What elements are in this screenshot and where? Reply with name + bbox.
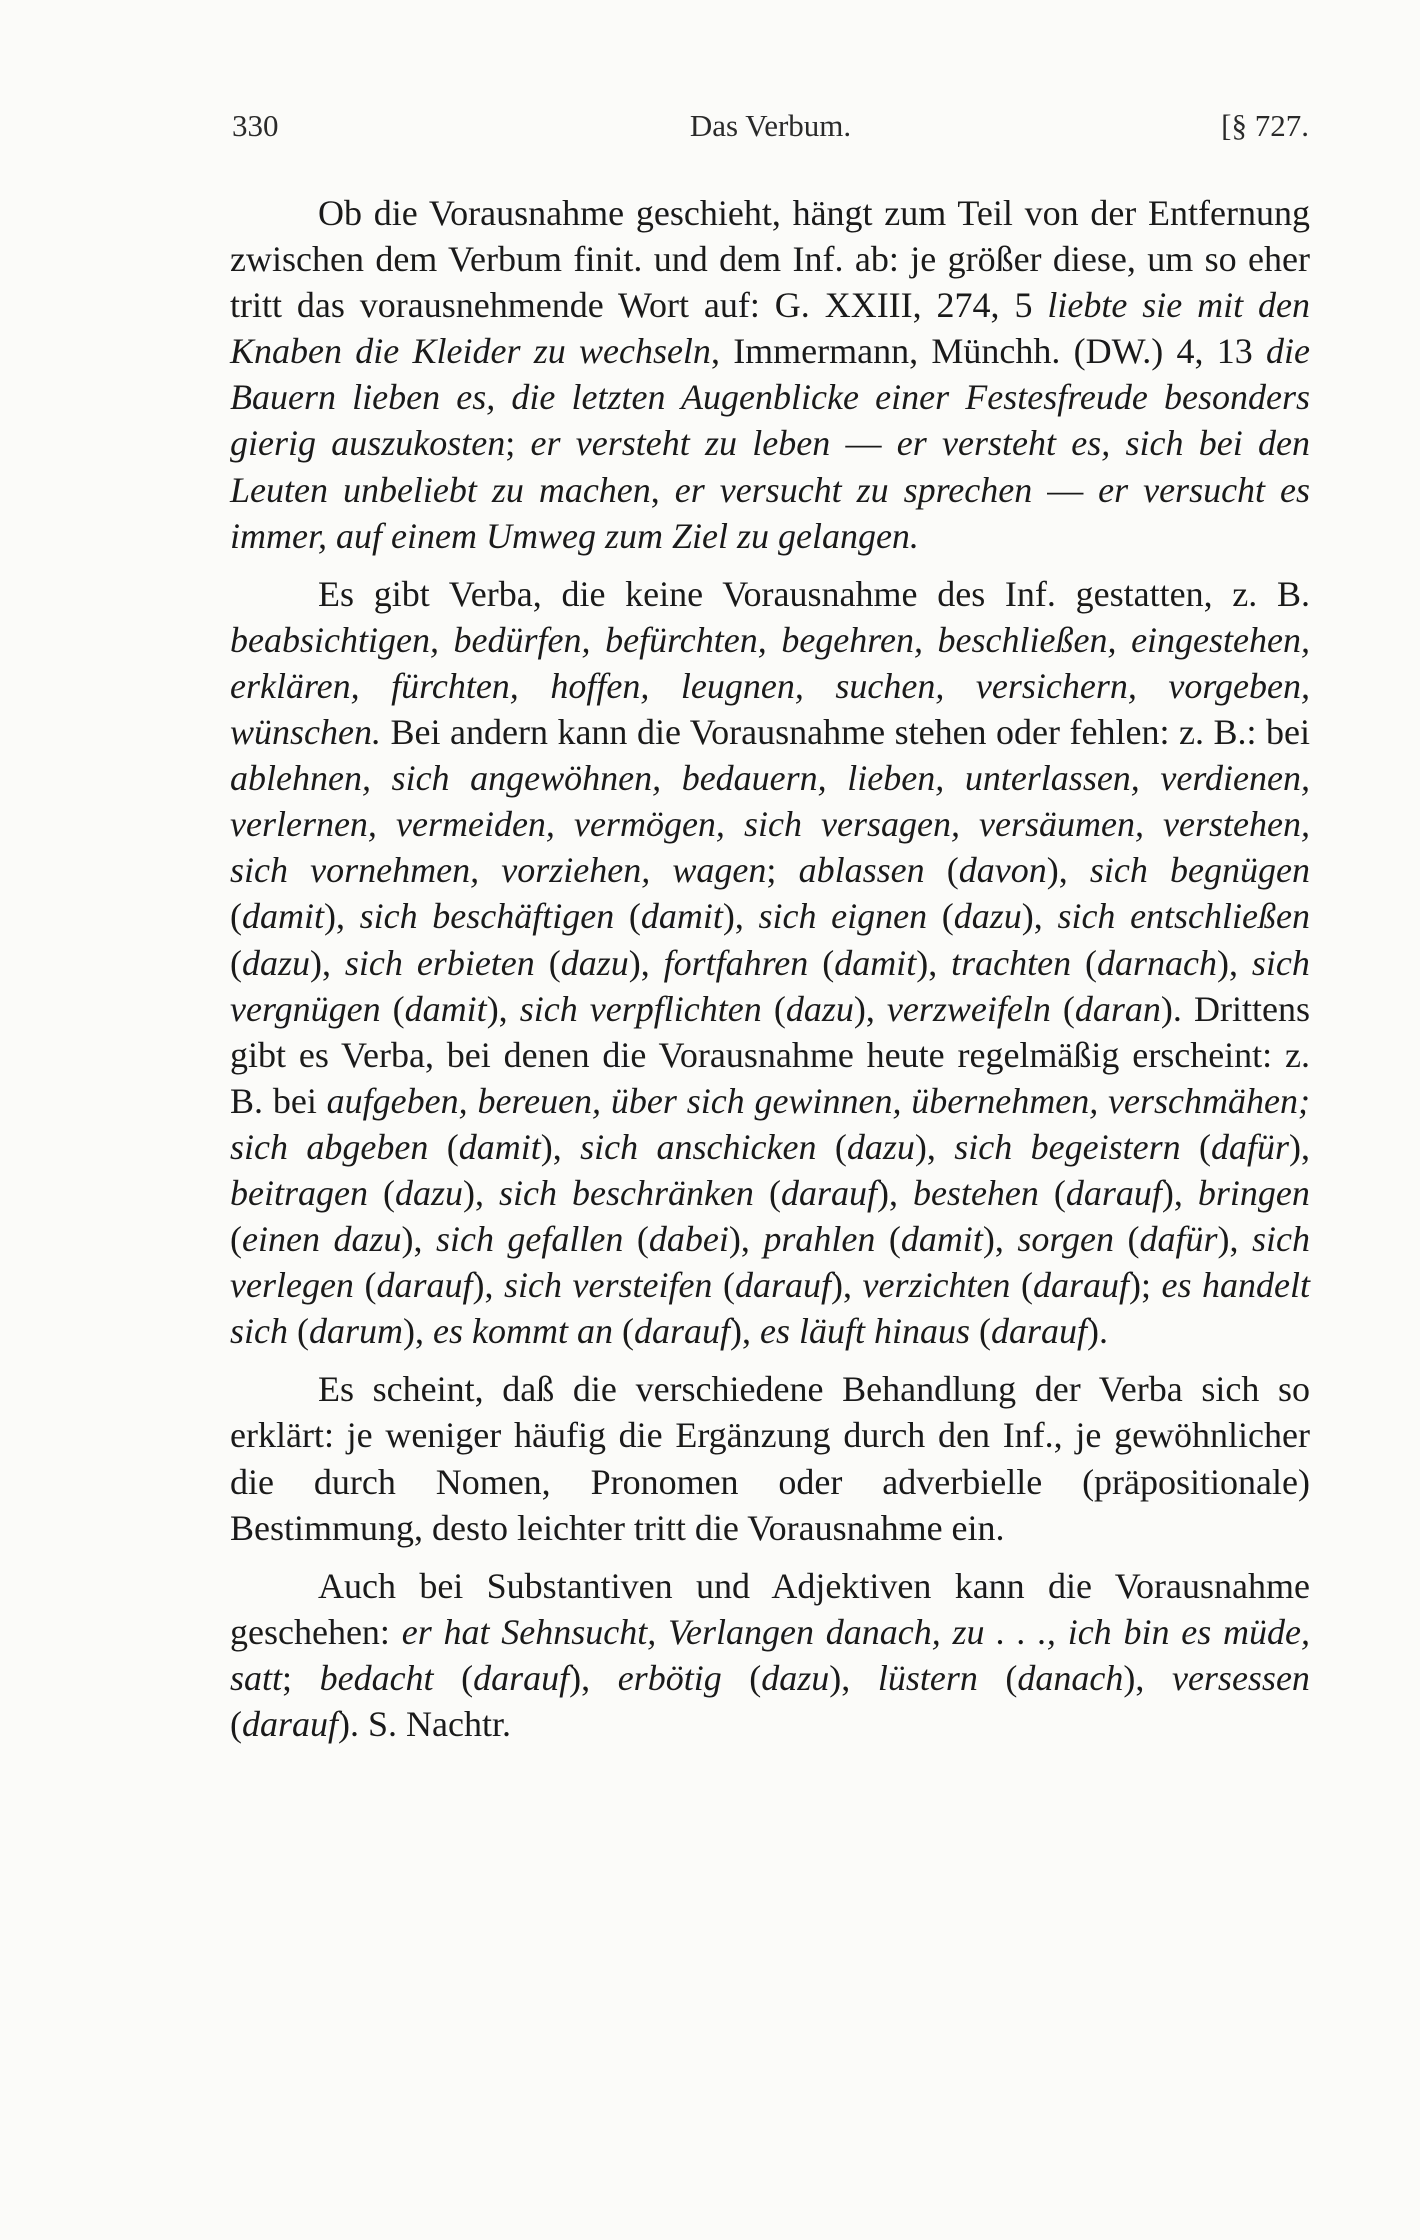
verb: ablassen bbox=[798, 850, 925, 891]
text-run: ), bbox=[1217, 942, 1252, 983]
text-run: Auch bei Substantiven und Adjektiven kann die Vorausnahme geschehen: bbox=[230, 1565, 1310, 1652]
text-run: ( bbox=[433, 1657, 474, 1698]
text-run: ( bbox=[1038, 1172, 1066, 1213]
text-run: ), bbox=[830, 1265, 863, 1306]
verb: verzichten bbox=[862, 1265, 1011, 1306]
adverb: damit bbox=[900, 1219, 983, 1260]
example-phrase: er hat Sehnsucht, Verlangen danach, zu . . ., ich bin es müde, satt bbox=[230, 1611, 1310, 1698]
text-run: ( bbox=[927, 896, 954, 937]
text-run: ( bbox=[816, 1126, 847, 1167]
text-run: — bbox=[830, 423, 897, 464]
verb: beitragen bbox=[230, 1172, 368, 1213]
adjective: erbötig bbox=[617, 1657, 722, 1698]
adjective: versessen bbox=[1171, 1657, 1310, 1698]
adverb: darauf bbox=[376, 1265, 473, 1306]
text-run: ), bbox=[1289, 1126, 1310, 1167]
text-run: ( bbox=[623, 1219, 649, 1260]
verb: sorgen bbox=[1017, 1219, 1115, 1260]
example-phrase: er versucht zu sprechen bbox=[674, 469, 1033, 510]
adverb: darauf bbox=[991, 1311, 1088, 1352]
adverb: dazu bbox=[846, 1126, 915, 1167]
adverb: damit bbox=[640, 896, 723, 937]
text-run: ), bbox=[876, 1172, 913, 1213]
text-run: ( bbox=[380, 988, 405, 1029]
text-run: Es gibt Verba, die keine Vorausnahme des Inf. gestatten, z. B. bbox=[318, 573, 1310, 614]
adverb: dazu bbox=[761, 1657, 830, 1698]
verb: verzweifeln bbox=[886, 988, 1051, 1029]
adverb: damit bbox=[458, 1126, 541, 1167]
verb-list: aufgeben, bereuen, über sich gewinnen, übernehmen, verschmähen; sich abgeben bbox=[230, 1080, 1310, 1167]
paragraph-2 bbox=[230, 571, 1310, 1355]
verb: sich begeistern bbox=[954, 1126, 1181, 1167]
verb: sich beschäftigen bbox=[359, 896, 615, 937]
verb-list: beabsichtigen, bedürfen, befürchten, begehren, beschließen, eingestehen, erklären, fürchten, hoffen, leugnen, suchen, versichern, vorgeben, wünschen. bbox=[230, 619, 1310, 753]
verb: sich verlegen bbox=[230, 1219, 1310, 1306]
text-run: ( bbox=[428, 1126, 459, 1167]
text-run: ), bbox=[1021, 896, 1058, 937]
verb: es läuft hinaus bbox=[760, 1311, 971, 1352]
text-run: ( bbox=[712, 1265, 735, 1306]
adverb: einen dazu bbox=[242, 1219, 402, 1260]
text-run: ; bbox=[505, 423, 531, 464]
adverb: dafür bbox=[1139, 1219, 1218, 1260]
paragraph-1 bbox=[230, 190, 1310, 559]
text-run: ( bbox=[1180, 1126, 1211, 1167]
example-phrase: liebte sie mit den Knaben die Kleider zu wechseln bbox=[230, 285, 1310, 372]
text-run: ( bbox=[924, 850, 959, 891]
text-run: ), bbox=[1161, 1172, 1198, 1213]
text-run: ), bbox=[982, 1219, 1018, 1260]
text-run: ( bbox=[875, 1219, 901, 1260]
text-run: ), bbox=[540, 1126, 581, 1167]
text-run: ( bbox=[1071, 942, 1097, 983]
verb: sich vergnügen bbox=[230, 942, 1310, 1029]
section-number: [§ 727. bbox=[1221, 108, 1309, 143]
verb: bringen bbox=[1197, 1172, 1310, 1213]
text-run: ), bbox=[569, 1657, 618, 1698]
adverb: damit bbox=[404, 988, 487, 1029]
text-run: ( bbox=[970, 1311, 992, 1352]
text-run: ), bbox=[463, 1172, 499, 1213]
text-run: ), bbox=[310, 942, 345, 983]
text-run: ), bbox=[730, 1311, 760, 1352]
verb: sich verpflichten bbox=[519, 988, 762, 1029]
text-run: Bei andern kann die Vorausnahme stehen oder fehlen: z. B.: bei bbox=[380, 712, 1310, 753]
verb: sich versteifen bbox=[503, 1265, 713, 1306]
verb: sich anschicken bbox=[580, 1126, 817, 1167]
adverb: darum bbox=[309, 1311, 404, 1352]
adverb: darauf bbox=[1065, 1172, 1162, 1213]
adverb: darauf bbox=[1032, 1265, 1129, 1306]
text-run: ), bbox=[401, 1219, 436, 1260]
paragraph-3 bbox=[230, 1366, 1310, 1550]
verb: sich gefallen bbox=[435, 1219, 624, 1260]
verb: sich eignen bbox=[758, 896, 928, 937]
text-run: ( bbox=[230, 896, 242, 937]
example-phrase: er versteht es, sich bei den Leuten unbeliebt zu machen bbox=[230, 423, 1310, 510]
adjective: lüstern bbox=[877, 1657, 978, 1698]
text-run: ( bbox=[230, 942, 242, 983]
text-run: ( bbox=[288, 1311, 309, 1352]
text-run: ), bbox=[728, 1219, 764, 1260]
paragraph-4 bbox=[230, 1563, 1310, 1747]
text-run: ( bbox=[230, 1704, 242, 1744]
adverb: damit bbox=[834, 942, 917, 983]
adverb: davon bbox=[958, 850, 1047, 891]
example-phrase: er versteht zu leben bbox=[530, 423, 831, 464]
text-run: ( bbox=[367, 1172, 395, 1213]
text-run: ; bbox=[766, 850, 799, 891]
text-run: ), bbox=[1123, 1657, 1172, 1698]
adjective: bedacht bbox=[319, 1657, 434, 1698]
adverb: dafür bbox=[1210, 1126, 1289, 1167]
text-run: ( bbox=[534, 942, 561, 983]
verb: sich begnügen bbox=[1089, 850, 1310, 891]
adverb: daran bbox=[1074, 988, 1161, 1029]
text-run: ( bbox=[1050, 988, 1075, 1029]
text-run: ), bbox=[324, 896, 360, 937]
verb: sich erbieten bbox=[344, 942, 535, 983]
adverb: darauf bbox=[633, 1311, 730, 1352]
text-run: ( bbox=[721, 1657, 762, 1698]
text-run: ), bbox=[914, 1126, 955, 1167]
text-run: ( bbox=[614, 896, 641, 937]
verb-list: ablehnen, sich angewöhnen, bedauern, lieben, unterlassen, verdienen, verlernen, vermeiden, vermögen, sich versagen, versäumen, verstehen, sich vornehmen, vorziehen, wagen bbox=[230, 758, 1310, 891]
text-run: ), bbox=[916, 942, 952, 983]
text-run: ), bbox=[472, 1265, 504, 1306]
text-run: ), bbox=[628, 942, 664, 983]
text-run: — bbox=[1032, 469, 1099, 510]
verb: fortfahren bbox=[663, 942, 809, 983]
verb: bestehen bbox=[912, 1172, 1039, 1213]
text-run: ), bbox=[829, 1657, 878, 1698]
verb: sich entschließen bbox=[1057, 896, 1310, 937]
text-run: , Immermann, Münchh. (DW.) 4, 13 bbox=[710, 331, 1267, 372]
text-run: ). Drittens gibt es Verba, bei denen die Vorausnahme heute regelmäßig erscheint: z. B. bei bbox=[230, 988, 1310, 1121]
text-run: ( bbox=[230, 1219, 242, 1260]
verb: prahlen bbox=[763, 1219, 876, 1260]
text-run: ( bbox=[761, 988, 786, 1029]
adverb: dazu bbox=[785, 988, 854, 1029]
adverb: dazu bbox=[242, 942, 311, 983]
verb: sich beschränken bbox=[499, 1172, 754, 1213]
adverb: darauf bbox=[780, 1172, 877, 1213]
example-phrase: er versucht es immer, auf einem Umweg zum Ziel zu gelangen. bbox=[230, 469, 1311, 556]
text-run: ( bbox=[1010, 1265, 1033, 1306]
running-title: Das Verbum. bbox=[689, 108, 852, 143]
adverb: damit bbox=[242, 896, 325, 937]
adverb: dazu bbox=[560, 942, 629, 983]
text-run: ( bbox=[612, 1311, 634, 1352]
text-run: ), bbox=[403, 1311, 434, 1352]
text-run: ). bbox=[1087, 1311, 1109, 1352]
body-text bbox=[230, 190, 1310, 1747]
page-number: 330 bbox=[232, 108, 279, 143]
text-run: ), bbox=[1046, 850, 1090, 891]
verb: trachten bbox=[951, 942, 1072, 983]
text-run: ; bbox=[282, 1657, 320, 1698]
adverb: darauf bbox=[473, 1657, 570, 1698]
text-run: ( bbox=[977, 1657, 1018, 1698]
text-run: Ob die Vorausnahme geschieht, hängt zum Teil von der Entfernung zwischen dem Verbum finit. und dem Inf. ab: je größer diese, um so eher tritt das vorausnehmende Wort auf: G. XXIII, 274, 5 bbox=[230, 193, 1310, 326]
verb: es handelt sich bbox=[230, 1265, 1310, 1352]
verb: es kommt an bbox=[433, 1311, 613, 1352]
text-run: ), bbox=[853, 988, 887, 1029]
text-run: ); bbox=[1128, 1265, 1162, 1306]
text-run: ), bbox=[1217, 1219, 1252, 1260]
text-run: , bbox=[650, 469, 675, 510]
running-header bbox=[232, 108, 1309, 152]
text-run: ( bbox=[753, 1172, 781, 1213]
text-run: ( bbox=[808, 942, 835, 983]
text-run: ). S. Nachtr. bbox=[338, 1704, 511, 1744]
text-run: ), bbox=[722, 896, 759, 937]
text-run: ( bbox=[353, 1265, 377, 1306]
adverb: darauf bbox=[734, 1265, 831, 1306]
adverb: darauf bbox=[242, 1704, 339, 1744]
adverb: danach bbox=[1017, 1657, 1124, 1698]
adverb: dazu bbox=[394, 1172, 463, 1213]
text-run: Es scheint, daß die verschiedene Behandlung der Verba sich so erklärt: je weniger häufig die Ergänzung durch den Inf., je gewöhnlicher die durch Nomen, Pronomen oder adverbielle (präpositionale) Bestimmung, desto leichter tritt die Vorausnahme ein. bbox=[230, 1369, 1310, 1548]
adverb: dazu bbox=[953, 896, 1022, 937]
example-phrase: die Bauern lieben es, die letzten Augenblicke einer Festesfreude besonders gierig auszukosten bbox=[230, 331, 1311, 464]
adverb: darnach bbox=[1097, 942, 1217, 983]
text-run: ( bbox=[1114, 1219, 1140, 1260]
text-run: ), bbox=[486, 988, 520, 1029]
adverb: dabei bbox=[648, 1219, 729, 1260]
